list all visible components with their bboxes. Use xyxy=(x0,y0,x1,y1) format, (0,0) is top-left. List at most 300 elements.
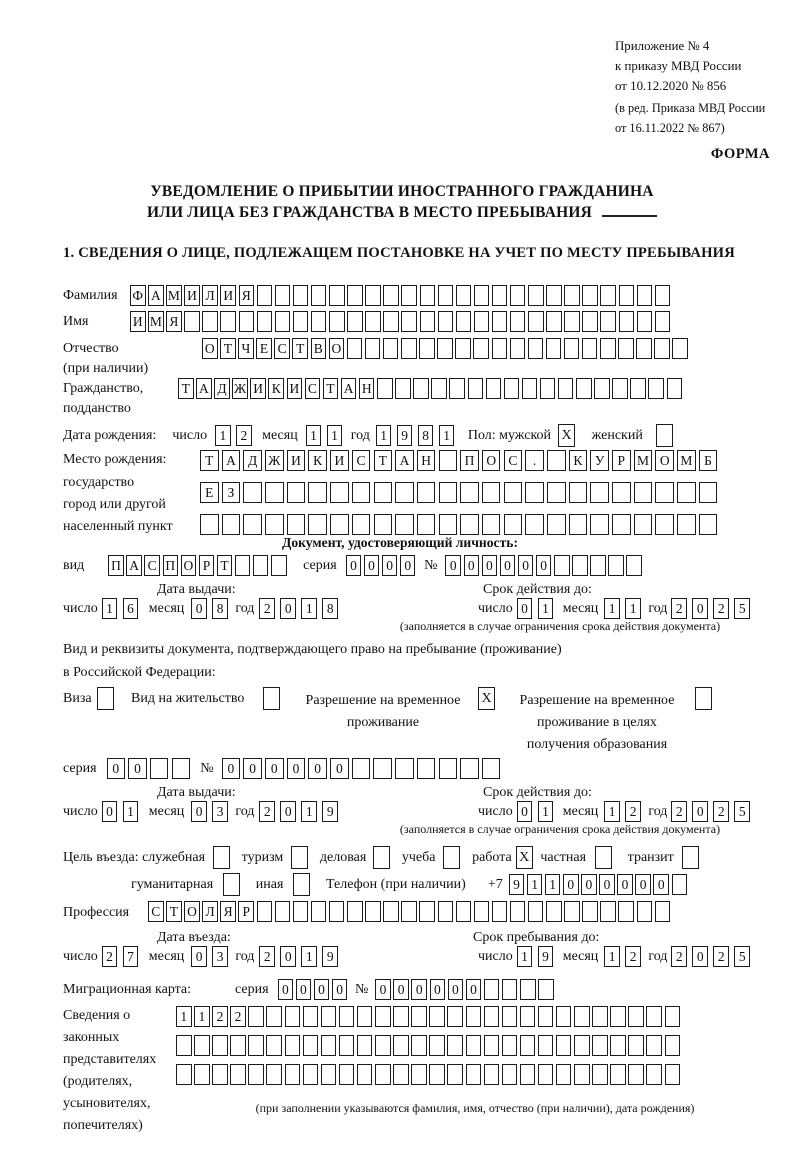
citizenship-cells-cell xyxy=(377,378,393,399)
migration-number-cells-cell xyxy=(484,979,500,1000)
birthplace-cells-row1-cell: И xyxy=(330,450,349,471)
business-checkbox-cell xyxy=(373,846,390,869)
sex-female-label: женский xyxy=(591,427,643,443)
passport-until-day-cells xyxy=(517,598,559,619)
birthdate-row xyxy=(63,424,675,447)
reps-cells-row3-cell xyxy=(212,1064,228,1085)
passport-issue-day-cells xyxy=(102,598,144,619)
reps-label-line3: представителях xyxy=(63,1052,157,1067)
name-cells-cell xyxy=(420,311,436,332)
male-checkbox-cell: X xyxy=(558,424,575,447)
stay-year-cells-cell: 2 xyxy=(671,946,687,967)
birthplace-cells-row3-cell xyxy=(590,514,609,535)
birthplace-cells-row3-cell xyxy=(287,514,306,535)
birthplace-cells-row2-cell xyxy=(287,482,306,503)
order-ref-line: к приказу МВД России xyxy=(615,59,742,73)
profession-cells-cell: Т xyxy=(166,901,182,922)
birthplace-cells-row1-cell: М xyxy=(677,450,696,471)
birthplace-cells-row2-cell xyxy=(352,482,371,503)
reps-label-line5: усыновителях, xyxy=(63,1096,151,1111)
citizenship-cells-cell xyxy=(395,378,411,399)
transit-label: транзит xyxy=(627,849,674,865)
surname-cells-cell: И xyxy=(184,285,200,306)
reps-cells-row1-cell xyxy=(429,1006,445,1027)
birthplace-cells-row3-cell xyxy=(352,514,371,535)
rvp-valid-until-label: Срок действия до: xyxy=(483,785,592,800)
reps-cells-row1-cell xyxy=(375,1006,391,1027)
reps-cells-row3-cell xyxy=(230,1064,246,1085)
reps-cells-row3-cell xyxy=(520,1064,536,1085)
rvp-until-month-cells xyxy=(604,801,646,822)
birthplace-label-line3: город или другой xyxy=(63,497,166,512)
passport-until-month-cells xyxy=(604,598,646,619)
name-cells-cell xyxy=(655,311,671,332)
profession-cells-cell xyxy=(582,901,598,922)
passport-number-cells-cell xyxy=(608,555,624,576)
profession-cells-cell xyxy=(293,901,309,922)
birth-year-cells-cell: 9 xyxy=(397,425,413,446)
citizenship-cells-cell xyxy=(413,378,429,399)
visa-checkbox xyxy=(97,687,117,710)
birthplace-cells-row2-cell xyxy=(547,482,566,503)
birthplace-cells-row3 xyxy=(200,514,721,535)
visa-checkbox-cell xyxy=(97,687,114,710)
citizenship-cells-cell: К xyxy=(268,378,284,399)
reps-cells-row3-cell xyxy=(339,1064,355,1085)
rvp-issue-year-cells-cell: 9 xyxy=(322,801,338,822)
birthplace-cells-row2-cell xyxy=(612,482,631,503)
migration-number-cells-cell: 0 xyxy=(430,979,446,1000)
business-label: деловая xyxy=(319,849,367,865)
patronymic-label-line1: Отчество xyxy=(63,341,119,356)
rvp-series-row xyxy=(63,758,504,779)
stay-until-row xyxy=(478,946,755,967)
work-checkbox-cell: X xyxy=(516,846,533,869)
transit-checkbox xyxy=(682,846,702,869)
birthplace-cells-row1-cell: У xyxy=(590,450,609,471)
citizenship-cells-cell xyxy=(558,378,574,399)
reps-cells-row2-cell xyxy=(538,1035,554,1056)
reps-cells-row2-cell xyxy=(339,1035,355,1056)
patronymic-cells-cell xyxy=(365,338,381,359)
entry-year-cells-cell: 1 xyxy=(301,946,317,967)
private-label: частная xyxy=(540,849,587,865)
reps-cells-row2-cell xyxy=(411,1035,427,1056)
birthplace-cells-row1 xyxy=(200,450,721,471)
birthplace-cells-row1-cell xyxy=(547,450,566,471)
name-cells-cell xyxy=(329,311,345,332)
birthplace-cells-row2-cell xyxy=(569,482,588,503)
rvp-number-cells-cell xyxy=(352,758,371,779)
reps-cells-row1-cell xyxy=(484,1006,500,1027)
reps-cells-row2-cell xyxy=(321,1035,337,1056)
name-cells-cell xyxy=(202,311,218,332)
reps-cells-row1-cell: 1 xyxy=(194,1006,210,1027)
year-label: год xyxy=(350,427,370,443)
residence-permit-checkbox-cell xyxy=(263,687,280,710)
other-label: иная xyxy=(255,876,284,892)
birthplace-cells-row2 xyxy=(200,482,721,503)
entry-year-cells xyxy=(259,946,343,967)
birthplace-cells-row3-cell xyxy=(547,514,566,535)
birthplace-cells-row2-cell xyxy=(590,482,609,503)
birthplace-cells-row3-cell xyxy=(395,514,414,535)
doc-type-cells-cell: П xyxy=(108,555,124,576)
birthplace-cells-row3-cell xyxy=(525,514,544,535)
rvp-number-cells-cell: 0 xyxy=(308,758,327,779)
day-label: число xyxy=(63,803,98,819)
profession-cells-cell: С xyxy=(148,901,164,922)
doc-type-row xyxy=(63,555,644,576)
purpose-label: Цель въезда: служебная xyxy=(63,849,206,865)
reps-cells-row2-cell xyxy=(303,1035,319,1056)
birthplace-cells-row1-cell: А xyxy=(395,450,414,471)
rvp-until-day-cells xyxy=(517,801,559,822)
visa-label: Виза xyxy=(63,691,92,706)
birthplace-cells-row3-cell xyxy=(374,514,393,535)
entry-month-cells-cell: 3 xyxy=(212,946,228,967)
birthplace-label-line1: Место рождения: xyxy=(63,452,167,467)
rvp-until-year-cells-cell: 5 xyxy=(734,801,750,822)
reps-cells-row2-cell xyxy=(484,1035,500,1056)
reps-cells-row2-cell xyxy=(285,1035,301,1056)
name-cells-cell: Я xyxy=(166,311,182,332)
birthplace-cells-row1-cell: И xyxy=(287,450,306,471)
doc-type-cells-cell: П xyxy=(163,555,179,576)
passport-series-cells-cell: 0 xyxy=(346,555,362,576)
name-cells-cell xyxy=(383,311,399,332)
rvp-until-year-cells xyxy=(671,801,755,822)
surname-cells-cell xyxy=(257,285,273,306)
profession-cells xyxy=(148,901,673,922)
name-cells-cell xyxy=(220,311,236,332)
birthplace-cells-row2-cell xyxy=(243,482,262,503)
profession-cells-cell xyxy=(474,901,490,922)
passport-issue-date-label: Дата выдачи: xyxy=(157,582,236,597)
reps-cells-row3-cell xyxy=(592,1064,608,1085)
female-checkbox xyxy=(656,424,676,447)
phone-cells-cell: 0 xyxy=(581,874,597,895)
patronymic-cells-cell xyxy=(672,338,688,359)
rvp-until-year-cells-cell: 2 xyxy=(713,801,729,822)
doc-type-label: вид xyxy=(63,557,85,573)
passport-series-cells-cell: 0 xyxy=(364,555,380,576)
reps-cells-row3-cell xyxy=(646,1064,662,1085)
day-label: число xyxy=(478,948,513,964)
reps-note: (при заполнении указываются фамилия, имя, отчество (при наличии), дата рождения) xyxy=(255,1101,695,1115)
passport-number-cells-cell: 0 xyxy=(500,555,516,576)
reps-cells-row1-cell xyxy=(628,1006,644,1027)
name-cells-cell xyxy=(564,311,580,332)
birthplace-cells-row1-cell: Т xyxy=(374,450,393,471)
surname-cells-cell xyxy=(438,285,454,306)
reps-cells-row1-cell xyxy=(285,1006,301,1027)
reps-cells-row1-cell xyxy=(538,1006,554,1027)
name-label: Имя xyxy=(63,314,89,329)
stay-month-cells xyxy=(604,946,646,967)
birthplace-cells-row3-cell xyxy=(330,514,349,535)
reps-cells-row2-cell xyxy=(556,1035,572,1056)
rvp-series-cells-cell xyxy=(150,758,169,779)
humanitarian-label: гуманитарная xyxy=(131,876,214,892)
rvp-validity-note: (заполняется в случае ограничения срока действия документа) xyxy=(399,822,721,836)
migration-series-cells-cell: 0 xyxy=(278,979,294,1000)
reps-cells-row3 xyxy=(176,1064,683,1085)
patronymic-cells-cell: С xyxy=(274,338,290,359)
entry-month-cells-cell: 0 xyxy=(191,946,207,967)
private-checkbox-cell xyxy=(595,846,612,869)
passport-issue-year-cells-cell: 0 xyxy=(280,598,296,619)
year-label: год xyxy=(648,600,668,616)
migration-number-cells-cell: 0 xyxy=(466,979,482,1000)
other-checkbox-cell xyxy=(293,873,310,896)
name-cells-cell xyxy=(293,311,309,332)
official-checkbox-cell xyxy=(213,846,230,869)
birthplace-cells-row3-cell xyxy=(243,514,262,535)
reps-cells-row1-cell xyxy=(248,1006,264,1027)
passport-number-cells-cell: 0 xyxy=(536,555,552,576)
rvp-until-day-cells-cell: 1 xyxy=(538,801,554,822)
profession-cells-cell xyxy=(510,901,526,922)
tourism-checkbox xyxy=(291,846,311,869)
name-cells-cell xyxy=(365,311,381,332)
passport-number-cells xyxy=(445,555,644,576)
profession-cells-cell xyxy=(438,901,454,922)
migration-number-cells xyxy=(375,979,556,1000)
citizenship-cells-cell xyxy=(431,378,447,399)
reps-cells-row3-cell xyxy=(357,1064,373,1085)
name-cells-cell xyxy=(474,311,490,332)
birthplace-cells-row1-cell: М xyxy=(634,450,653,471)
migration-number-cells-cell: 0 xyxy=(448,979,464,1000)
name-cells-cell xyxy=(401,311,417,332)
transit-checkbox-cell xyxy=(682,846,699,869)
surname-cells-cell xyxy=(600,285,616,306)
doc-type-cells xyxy=(108,555,289,576)
entry-day-cells-cell: 2 xyxy=(102,946,118,967)
reps-cells-row3-cell xyxy=(266,1064,282,1085)
blank-underline xyxy=(602,202,657,217)
surname-cells-cell xyxy=(619,285,635,306)
birthplace-cells-row2-cell xyxy=(374,482,393,503)
citizenship-cells-cell: Ж xyxy=(232,378,248,399)
rvp-label-line2: проживание xyxy=(346,715,420,730)
birthplace-cells-row3-cell xyxy=(612,514,631,535)
birthplace-cells-row3-cell xyxy=(677,514,696,535)
name-cells-cell xyxy=(311,311,327,332)
surname-cells-cell: И xyxy=(220,285,236,306)
order-reference xyxy=(615,36,765,138)
phone-cells-cell: 1 xyxy=(527,874,543,895)
month-label: месяц xyxy=(262,427,298,443)
entry-date-label: Дата въезда: xyxy=(157,930,231,945)
reps-cells-row1-cell xyxy=(502,1006,518,1027)
patronymic-cells-cell xyxy=(401,338,417,359)
rvp-label-line1: Разрешение на временное xyxy=(305,693,461,708)
patronymic-cells-cell: О xyxy=(202,338,218,359)
stay-month-cells-cell: 1 xyxy=(604,946,620,967)
patronymic-cells-cell xyxy=(582,338,598,359)
patronymic-cells-cell: Т xyxy=(220,338,236,359)
surname-label: Фамилия xyxy=(63,288,118,303)
reps-cells-row1-cell xyxy=(556,1006,572,1027)
birthplace-cells-row1-cell: О xyxy=(655,450,674,471)
reps-cells-row2-cell xyxy=(610,1035,626,1056)
rvp-education-label-line2: проживание в целях xyxy=(537,715,657,730)
profession-cells-cell: Я xyxy=(220,901,236,922)
birthplace-cells-row1-cell xyxy=(439,450,458,471)
reps-cells-row1-cell: 1 xyxy=(176,1006,192,1027)
profession-cells-cell xyxy=(383,901,399,922)
reps-cells-row2-cell xyxy=(357,1035,373,1056)
passport-issue-month-cells-cell: 0 xyxy=(191,598,207,619)
birth-year-cells xyxy=(376,425,460,446)
patronymic-cells-cell xyxy=(419,338,435,359)
number-sign: № xyxy=(354,981,369,997)
entry-month-cells xyxy=(191,946,233,967)
patronymic-cells xyxy=(202,338,691,359)
birthplace-cells-row2-cell xyxy=(330,482,349,503)
phone-cells-cell: 0 xyxy=(635,874,651,895)
month-label: месяц xyxy=(562,600,599,616)
citizenship-label-line1: Гражданство, xyxy=(63,381,144,396)
day-label: число xyxy=(63,600,98,616)
reps-cells-row1-cell xyxy=(266,1006,282,1027)
profession-cells-cell: Л xyxy=(202,901,218,922)
doc-type-cells-cell xyxy=(271,555,287,576)
rvp-number-cells-cell xyxy=(417,758,436,779)
profession-cells-cell xyxy=(419,901,435,922)
form-title-line1: УВЕДОМЛЕНИЕ О ПРИБЫТИИ ИНОСТРАННОГО ГРАЖДАНИНА xyxy=(150,183,654,200)
phone-cells-cell xyxy=(672,874,688,895)
birthdate-label: Дата рождения: xyxy=(63,427,157,443)
birth-year-cells-cell: 1 xyxy=(439,425,455,446)
passport-number-cells-cell: 0 xyxy=(482,555,498,576)
identity-doc-heading: Документ, удостоверяющий личность: xyxy=(282,535,518,550)
year-label: год xyxy=(235,803,255,819)
sex-male-label: Пол: мужской xyxy=(467,427,552,443)
reps-label-line2: законных xyxy=(63,1030,120,1045)
rvp-number-cells-cell: 0 xyxy=(287,758,306,779)
birthplace-cells-row1-cell: Ж xyxy=(265,450,284,471)
patronymic-cells-cell: О xyxy=(329,338,345,359)
citizenship-cells-cell xyxy=(522,378,538,399)
phone-cells-cell: 0 xyxy=(617,874,633,895)
entry-purpose-row xyxy=(63,846,701,869)
reps-cells-row3-cell xyxy=(375,1064,391,1085)
reps-cells-row2-cell xyxy=(665,1035,681,1056)
birthplace-cells-row2-cell xyxy=(525,482,544,503)
reps-cells-row1-cell: 2 xyxy=(212,1006,228,1027)
surname-cells xyxy=(130,285,673,306)
birthplace-cells-row2-cell xyxy=(395,482,414,503)
reps-cells-row2-cell xyxy=(194,1035,210,1056)
reps-cells-row2-cell xyxy=(520,1035,536,1056)
passport-issue-date-row xyxy=(63,598,343,619)
rvp-issue-year-cells xyxy=(259,801,343,822)
citizenship-cells-cell: И xyxy=(250,378,266,399)
reps-cells-row1-cell xyxy=(574,1006,590,1027)
day-label: число xyxy=(478,600,513,616)
surname-cells-cell xyxy=(275,285,291,306)
surname-cells-cell xyxy=(383,285,399,306)
passport-until-year-cells-cell: 2 xyxy=(671,598,687,619)
reps-label-line4: (родителях, xyxy=(63,1074,133,1089)
name-cells-cell xyxy=(239,311,255,332)
birth-day-cells-cell: 2 xyxy=(236,425,252,446)
birthplace-cells-row3-cell xyxy=(439,514,458,535)
passport-issue-year-cells-cell: 2 xyxy=(259,598,275,619)
citizenship-cells-cell: Т xyxy=(323,378,339,399)
birthplace-cells-row1-cell: С xyxy=(352,450,371,471)
entry-date-row xyxy=(63,946,343,967)
birthplace-cells-row2-cell xyxy=(308,482,327,503)
citizenship-cells-cell: Т xyxy=(178,378,194,399)
form-title-line2 xyxy=(15,202,789,223)
profession-cells-cell: О xyxy=(184,901,200,922)
forma-label: ФОРМА xyxy=(710,146,770,162)
surname-cells-cell xyxy=(347,285,363,306)
name-cells-cell xyxy=(257,311,273,332)
phone-cells-cell: 0 xyxy=(653,874,669,895)
order-ref-line: от 16.11.2022 № 867) xyxy=(615,121,725,135)
citizenship-cells-cell xyxy=(630,378,646,399)
name-cells-cell xyxy=(619,311,635,332)
reps-cells-row3-cell xyxy=(538,1064,554,1085)
month-label: месяц xyxy=(148,600,185,616)
rvp-until-year-cells-cell: 2 xyxy=(671,801,687,822)
rvp-number-cells-cell: 0 xyxy=(265,758,284,779)
birthplace-cells-row3-cell xyxy=(460,514,479,535)
rvp-until-month-cells-cell: 2 xyxy=(625,801,641,822)
birthplace-cells-row2-cell xyxy=(677,482,696,503)
reps-cells-row3-cell xyxy=(393,1064,409,1085)
stay-year-cells-cell: 5 xyxy=(734,946,750,967)
reps-cells-row2-cell xyxy=(230,1035,246,1056)
patronymic-cells-cell xyxy=(437,338,453,359)
rvp-issue-month-cells xyxy=(191,801,233,822)
citizenship-cells-cell: С xyxy=(305,378,321,399)
migration-card-row xyxy=(63,979,556,1000)
reps-cells-row1-cell xyxy=(303,1006,319,1027)
passport-issue-month-cells xyxy=(191,598,233,619)
profession-cells-cell xyxy=(546,901,562,922)
rvp-number-cells-cell: 0 xyxy=(222,758,241,779)
profession-cells-cell xyxy=(257,901,273,922)
name-cells-cell xyxy=(637,311,653,332)
stay-until-label: Срок пребывания до: xyxy=(473,930,600,945)
rvp-issue-year-cells-cell: 0 xyxy=(280,801,296,822)
surname-cells-cell xyxy=(655,285,671,306)
other-checkbox xyxy=(293,873,313,896)
rvp-label xyxy=(293,690,473,734)
entry-day-cells-cell: 7 xyxy=(123,946,139,967)
name-cells-cell xyxy=(582,311,598,332)
phone-cells-cell: 1 xyxy=(545,874,561,895)
reps-cells-row2-cell xyxy=(466,1035,482,1056)
migration-number-cells-cell xyxy=(538,979,554,1000)
birthplace-cells-row2-cell xyxy=(482,482,501,503)
passport-valid-until-row xyxy=(478,598,755,619)
patronymic-cells-cell: Е xyxy=(256,338,272,359)
name-cells-cell xyxy=(438,311,454,332)
rvp-number-cells xyxy=(222,758,504,779)
rvp-issue-month-cells-cell: 0 xyxy=(191,801,207,822)
passport-number-cells-cell xyxy=(572,555,588,576)
reps-cells-row3-cell xyxy=(303,1064,319,1085)
passport-issue-year-cells xyxy=(259,598,343,619)
year-label: год xyxy=(235,600,255,616)
